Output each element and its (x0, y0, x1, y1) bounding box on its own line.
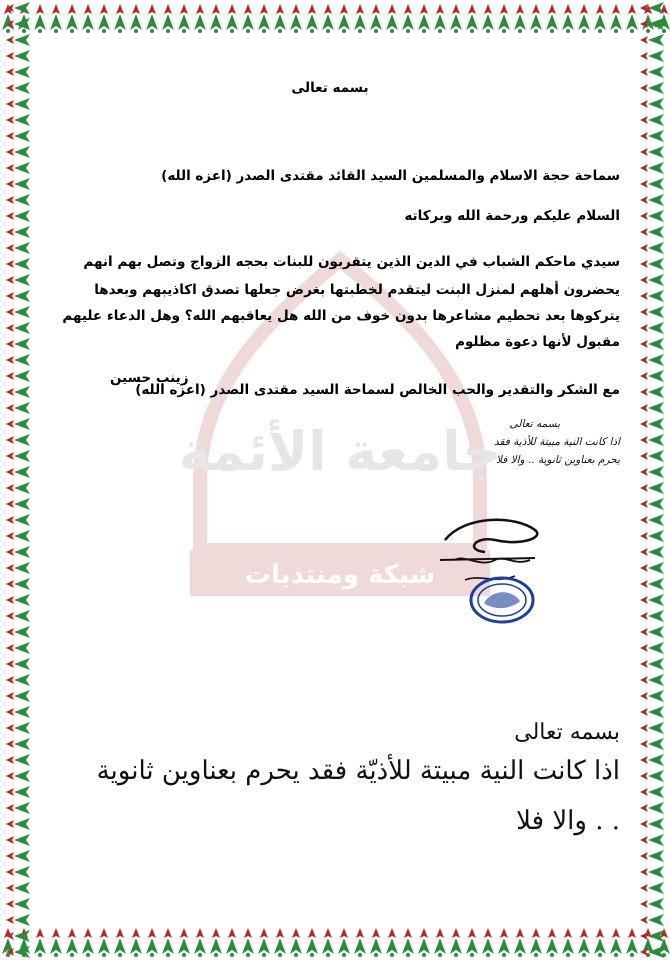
letter-basmala: بسمه تعالى (291, 80, 369, 96)
ruling-line: اذا كانت النية مبيتة للأذيّة فقد يحرم بعناوين ثانوية (96, 756, 620, 786)
watermark-title: جامعة الأئمة (178, 420, 502, 483)
watermark-subtitle: شبكة ومنتديات (244, 560, 436, 590)
handwritten-line: يحرم بعناوين ثانوية .. والا فلا (496, 454, 620, 466)
ruling-title: بسمه تعالى (514, 720, 620, 745)
border-bottom (0, 924, 670, 960)
handwritten-reply (420, 415, 620, 469)
ruling-line: . . والا فلا (516, 806, 620, 836)
border-top (0, 0, 670, 36)
letter-greeting: السلام عليكم ورحمة الله وبركاته (404, 208, 620, 224)
letter-page (40, 40, 630, 920)
letter-address: سماحة حجة الاسلام والمسلمين السيد القائد مقتدى الصدر (اعزه الله) (161, 168, 620, 184)
border-right (634, 0, 670, 960)
letter-signer: زينب حسين (110, 370, 189, 386)
letter-thanks: مع الشكر والتقدير والحب الخالص لسماحة السيد مقتدى الصدر (اعزه الله) (135, 382, 620, 398)
letter-body-line: مقبول لأنها دعوة مظلوم (455, 334, 620, 350)
letter-body-line: سيدي ماحكم الشباب في الدين الذين يتقربون للبنات بحجه الزواج وتصل بهم انهم (83, 254, 620, 270)
border-left (0, 0, 36, 960)
letter-body-line: يتركوها بعد تحطيم مشاعرها بدون خوف من الله هل يعاقبهم الله؟ وهل الدعاء عليهم (62, 308, 620, 324)
official-stamp (468, 575, 536, 625)
handwritten-line: بسمه تعالى (509, 418, 560, 430)
letter-body-line: يحضرون أهلهم لمنزل البنت ليتقدم لخطبتها بغرض جعلها تصدق اكاذيبهم وبعدها (94, 282, 620, 298)
handwritten-line: اذا كانت النية مبيتة للأذية فقد (493, 436, 620, 448)
